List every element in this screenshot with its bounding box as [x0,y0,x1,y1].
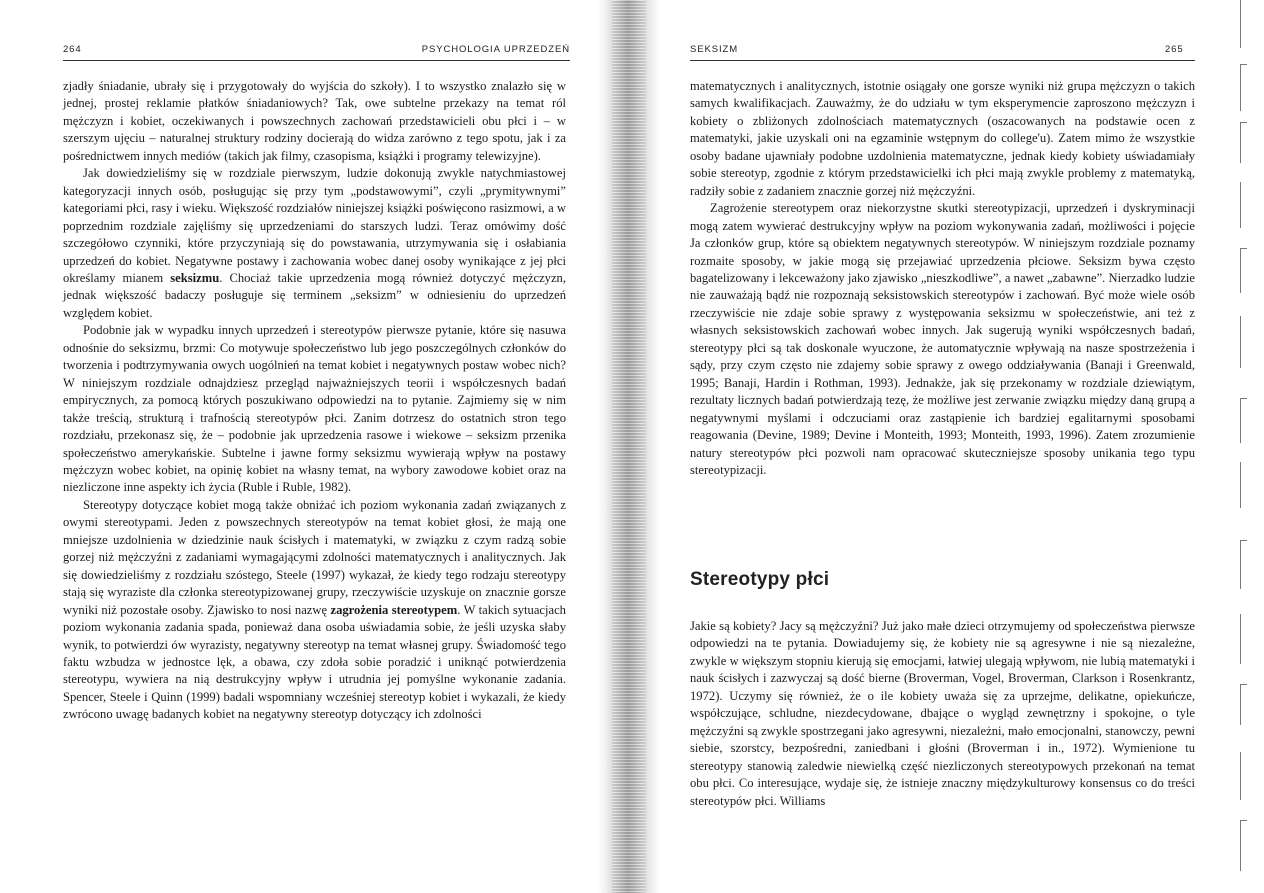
book-gutter-texture [612,0,646,893]
edge-mark [1240,316,1247,368]
edge-mark [1240,398,1247,443]
page-number-left: 264 [63,44,82,55]
edge-mark [1240,820,1247,871]
running-title-left: PSYCHOLOGIA UPRZEDZEŃ [421,44,570,55]
body-text-right [690,78,1195,479]
edge-mark [1240,614,1247,664]
key-term: zagrożenia stereotypem [330,602,458,617]
edge-mark [1240,248,1247,293]
edge-mark [1240,0,1247,48]
body-text-left [63,78,566,724]
edge-mark [1240,462,1247,508]
right-page [662,0,1264,893]
paragraph: matematycznych i analitycznych, istotnie osiągały one gorsze wyniki niż grupa mężczyzn o takich samych kwalifikacjach. Zauważmy, że do udziału w tym eksperymencie zaproszono mężczyzn i kobiety o zbliżonych zdolnościach matematycznych (oszacowanych na podstawie ocen z matematyki, jakie uzyskali oni na egzaminie wstępnym do college'u). Zatem mimo że wszystkie osoby badane ujawniały podobne uzdolnienia matematyczne, jednak kiedy kobiety uświadamiały sobie stereotyp, zgodnie z którym przedstawicielki ich płci mają zwykle problemy z matematyką, radziły sobie z zadaniem znacznie gorzej niż mężczyźni. [690,79,1195,198]
paragraph: Stereotypy dotyczące kobiet mogą także obniżać ich poziom wykonania zadań związanych z owymi stereotypami. Jeden z powszechnych stereotypów na temat kobiet głosi, że mają one mniejsze uzdolnienia w dziedzinie nauk ścisłych i matematyki, w związku z czym radzą sobie gorzej niż mężczyźni z zadaniami wymagającymi zdolności matematycznych i analitycznych. Jak się dowiedzieliśmy z rozdziału szóstego, Steele (1997) wykazał, że kiedy tego rodzaju stereotypy stają się wyraziste dla członka stereotypizowanej grupy, rzeczywiście uzyskuje on znacznie gorsze wyniki niż pozostałe osoby. Zjawisko to nosi nazwę zagrożenia stereotypem. W takich sytuacjach poziom wykonania zadania spada, ponieważ dana osoba uświadamia sobie, że jeśli uzyska słaby wynik, to potwierdzi ów wyrazisty, negatywny stereotyp na temat własnej grupy. Świadomość tego faktu wzbudza w jednostce lęk, a obawa, czy zdoła sobie poradzić i uniknąć potwierdzenia stereotypu, wywiera na nią destrukcyjny wpływ i utrudnia jej pomyślne wykonanie zadania. Spencer, Steele i Quinn (1999) badali wspomniany wcześniej stereotyp kobiet i wykazali, że kiedy zwrócono uwagę badanych kobiet na negatywny stereotyp dotyczący ich zdolności [63,497,566,722]
paragraph: Jak dowiedzieliśmy się w rozdziale pierwszym, ludzie dokonują zwykle natychmiastowej kategoryzacji innych osób, posługując się przy tym „podstawowymi”, czyli „prymitywnymi” kategoriami płci, rasy i wieku. Większość rozdziałów niniejszej książki poświęcono rasizmowi, a w poprzednim rozdziale zajęliśmy się uprzedzeniami do starszych ludzi. Teraz omówimy dość szczegółowo czynniki, które przyczyniają się do powstawania, utrzymywania się i osłabiania uprzedzeń do kobiet. Negatywne postawy i zachowania wobec danej osoby wynikające z jej płci określamy mianem seksizmu. Chociaż takie uprzedzenia mogą również dotyczyć mężczyzn, jednak większość badaczy posługuje się terminem „seksizm” w odniesieniu do uprzedzeń względem kobiet. [63,166,566,320]
paragraph: Zagrożenie stereotypem oraz niekorzystne skutki stereotypizacji, uprzedzeń i dyskryminacji mogą zatem wywierać destrukcyjny wpływ na poziom wykonywania zadań, możliwości i pojęcie Ja członków grup, które są obiektem negatywnych stereotypów. W niniejszym rozdziale poznamy rozmaite sposoby, w jakie mogą się przejawiać uprzedzenia płciowe. Seksizm bywa często bagatelizowany i lekceważony jako zjawisko „nieszkodliwe”, a nawet „zabawne”. Nierzadko ludzie nie zauważają bądź nie rozpoznają seksistowskich stereotypów i zachowań. Być może wiele osób rzeczywiście nie zdaje sobie sprawy z występowania seksizmu w społeczeństwie, ani też z własnych seksistowskich zachowań wobec innych. Jak sugerują wyniki współczesnych badań, stereotypy płci są tak doskonale wyuczone, że automatycznie wpływają na nasze spostrzeżenia i sądy, przy czym często nie zdajemy sobie sprawy z owego oddziaływania (Banaji i Greenwald, 1995; Banaji, Hardin i Rothman, 1993). Jednakże, jak się przekonamy w rozdziale dziewiątym, rezultaty licznych badań potwierdzają tezę, że możliwe jest zerwanie związku między daną grupą a negatywnymi myślami i odczuciami oraz zastąpienie ich bardziej egalitarnymi sposobami reagowania (Devine, 1989; Devine i Monteith, 1993; Monteith, 1993, 1996). Zatem zrozumienie natury stereotypów płci pozwoli nam opracować skuteczniejsze sposoby unikania tego typu stereotypizacji. [690,201,1195,477]
page-number-right: 265 [1165,44,1184,55]
body-text-right-section [690,618,1195,810]
edge-mark [1240,122,1247,163]
edge-mark [1240,182,1247,228]
section-heading: Stereotypy płci [690,569,830,590]
edge-mark [1240,752,1247,800]
paragraph: Podobnie jak w wypadku innych uprzedzeń i stereotypów pierwsze pytanie, które się nasuwa odnośnie do seksizmu, brzmi: Co motywuje społeczeństwo lub jego poszczególnych członków do tworzenia i podtrzymywania owych uogólnień na temat kobiet i negatywnych postaw wobec nich? W niniejszym rozdziale odnajdziesz przegląd najważniejszych teorii i współczesnych badań empirycznych, za pomocą których poszukiwano odpowiedzi na to pytanie. Zajmiemy się w nim także treścią, strukturą i trafnością stereotypów płci. Zanim dotrzesz do ostatnich stron tego rozdziału, przekonasz się, że – podobnie jak uprzedzenia rasowe i wiekowe – seksizm przenika społeczeństwo amerykańskie. Subtelne i jawne formy seksizmu wywierają wpływ na postawy mężczyzn wobec kobiet, na opinię kobiet na własny temat, na wybory zawodowe kobiet oraz na niezliczone inne aspekty ich życia (Ruble i Ruble, 1982). [63,323,566,495]
key-term: seksizmu [170,270,220,285]
header-rule-right [690,60,1195,61]
edge-mark [1240,684,1247,725]
left-page [0,0,605,893]
edge-mark [1240,64,1247,111]
header-rule-left [63,60,570,61]
paragraph: Jakie są kobiety? Jacy są mężczyźni? Już jako małe dzieci otrzymujemy od społeczeństwa pierwsze odpowiedzi na te pytania. Dowiadujemy się, że kobiety nie są agresywne i nie są niezależne, zwykle w większym stopniu kierują się emocjami, łatwiej ulegają wpływom, nie lubią matematyki i nauk ścisłych i zazwyczaj są dość bierne (Broverman, Vogel, Broverman, Clarkson i Rosenkrantz, 1972). Uczymy się również, że o ile kobiety uważa się za uprzejme, delikatne, opiekuńcze, współczujące, schludne, niezdecydowane, dbające o wygląd zewnętrzny i spokojne, o tyle mężczyźni są zwykle spostrzegani jako agresywni, niezależni, mało emocjonalni, stanowczy, pewni siebie, szorstcy, bezpośredni, zaniedbani i głośni (Broverman i in., 1972). Wymienione tu stereotypy stanowią zaledwie niewielką część niezliczonych stereotypowych przekonań na temat obu płci. Co interesujące, wydaje się, że istnieje znaczny międzykulturowy konsensus co do treści stereotypów płci. Williams [690,619,1195,808]
paragraph: zjadły śniadanie, ubrały się i przygotowały do wyjścia do szkoły). I to wszystko znalazło się w jednej, prostej reklamie płatków śniadaniowych? Tak, owe subtelne przekazy na temat ról mężczyzn i kobiet, oczekiwanych i powszechnych zachowań przedstawicieli obu płci i – w szerszym ujęciu – naturalnej struktury rodziny docierają do widza zarówno z tego spotu, jak i za pośrednictwem innych mediów (takich jak filmy, czasopisma, książki i programy telewizyjne). [63,79,566,163]
running-title-right: SEKSIZM [690,44,739,55]
edge-mark [1240,540,1247,589]
